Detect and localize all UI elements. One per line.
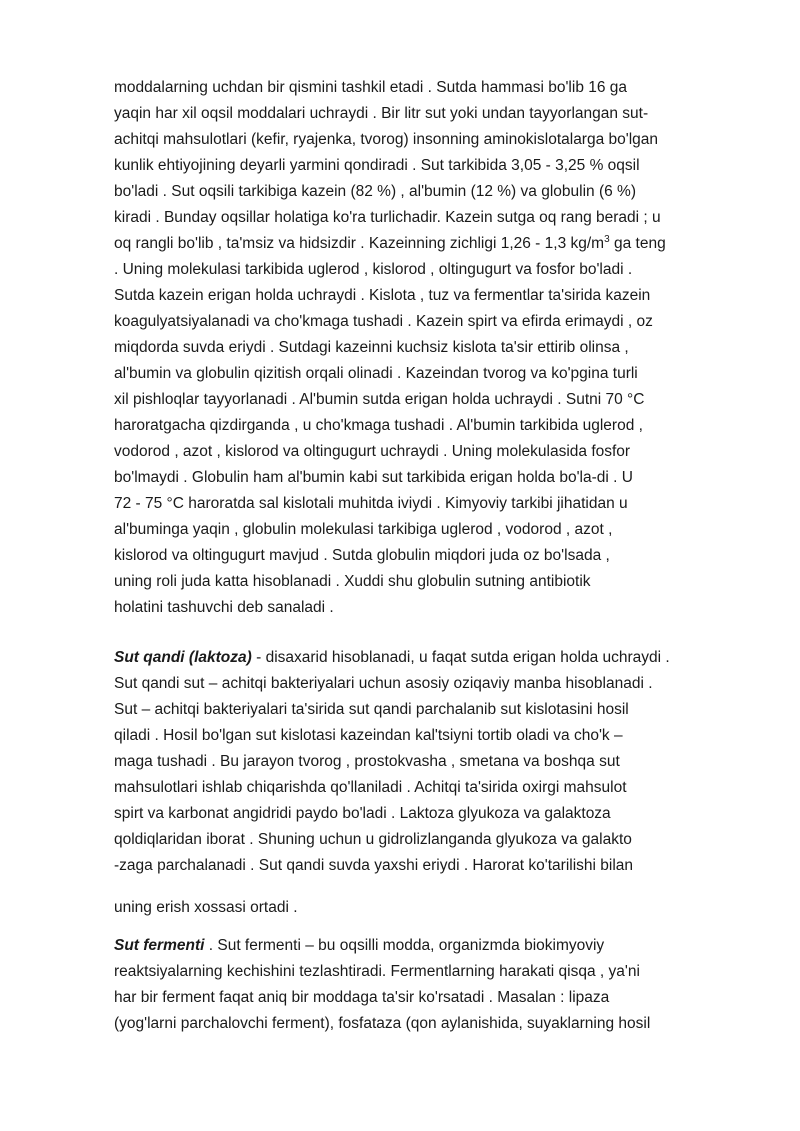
text-line: kunlik ehtiyojining deyarli yarmini qondiradi . Sut tarkibida 3,05 - 3,25 % oqsil	[114, 157, 640, 174]
text-line-with-superscript	[114, 234, 666, 254]
text-line: har bir ferment faqat aniq bir moddaga ta'sir ko'rsatadi . Masalan : lipaza	[114, 989, 610, 1006]
text-line: al'bumin va globulin qizitish orqali olinadi . Kazeindan tvorog va ko'pgina turli	[114, 365, 638, 382]
paragraph-first-line	[114, 936, 604, 956]
text-line: Sutda kazein erigan holda uchraydi . Kislota , tuz va fermentlar ta'sirida kazein	[114, 287, 651, 304]
text-line: Sut – achitqi bakteriyalari ta'sirida sut qandi parchalanib sut kislotasini hosil	[114, 701, 629, 718]
text-segment: . Sut fermenti – bu oqsilli modda, organizmda biokimyoviy	[204, 937, 605, 954]
text-line: moddalarning uchdan bir qismini tashkil etadi . Sutda hammasi bo'lib 16 ga	[114, 79, 628, 96]
text-line: kiradi . Bunday oqsillar holatiga ko'ra turlichadir. Kazein sutga oq rang beradi ; u	[114, 209, 661, 226]
text-line: bo'lmaydi . Globulin ham al'bumin kabi sut tarkibida erigan holda bo'la-di . U	[114, 469, 633, 486]
text-line: qiladi . Hosil bo'lgan sut kislotasi kazeindan kal'tsiyni tortib oladi va cho'k –	[114, 727, 623, 744]
text-segment: - disaxarid hisoblanadi, u faqat sutda erigan holda uchraydi .	[251, 649, 670, 666]
text-line: koagulyatsiyalanadi va cho'kmaga tushadi . Kazein spirt va efirda erimaydi , oz	[114, 313, 653, 330]
text-line: al'buminga yaqin , globulin molekulasi tarkibiga uglerod , vodorod , azot ,	[114, 521, 613, 538]
text-segment: ga teng	[609, 235, 666, 252]
text-line: -zaga parchalanadi . Sut qandi suvda yaxshi eriydi . Harorat ko'tarilishi bilan	[114, 857, 634, 874]
text-line: uning roli juda katta hisoblanadi . Xuddi shu globulin sutning antibiotik	[114, 573, 591, 590]
text-line: mahsulotlari ishlab chiqarishda qo'llaniladi . Achitqi ta'sirida oxirgi mahsulot	[114, 779, 627, 796]
text-line: bo'ladi . Sut oqsili tarkibiga kazein (82 %) , al'bumin (12 %) va globulin (6 %)	[114, 183, 636, 200]
text-line: xil pishloqlar tayyorlanadi . Al'bumin sutda erigan holda uchraydi . Sutni 70 °C	[114, 391, 645, 408]
section-heading: Sut fermenti	[114, 937, 205, 954]
text-line: 72 - 75 °C haroratda sal kislotali muhitda iviydi . Kimyoviy tarkibi jihatidan u	[114, 495, 628, 512]
text-line: spirt va karbonat angidridi paydo bo'ladi . Laktoza glyukoza va galaktoza	[114, 805, 611, 822]
text-line: vodorod , azot , kislorod va oltingugurt uchraydi . Uning molekulasida fosfor	[114, 443, 631, 460]
text-line: yaqin har xil oqsil moddalari uchraydi . Bir litr sut yoki undan tayyorlangan sut-	[114, 105, 649, 122]
paragraph-first-line	[114, 648, 670, 668]
text-line: qoldiqlaridan iborat . Shuning uchun u gidrolizlanganda glyukoza va galakto	[114, 831, 632, 848]
text-line: (yog'larni parchalovchi ferment), fosfataza (qon aylanishida, suyaklarning hosil	[114, 1015, 651, 1032]
superscript: 3	[604, 233, 610, 245]
text-segment: oq rangli bo'lib , ta'msiz va hidsizdir . Kazeinning zichligi 1,26 - 1,3 kg/m	[114, 235, 605, 252]
text-line: reaktsiyalarning kechishini tezlashtiradi. Fermentlarning harakati qisqa , ya'ni	[114, 963, 640, 980]
text-line: miqdorda suvda eriydi . Sutdagi kazeinni kuchsiz kislota ta'sir ettirib olinsa ,	[114, 339, 629, 356]
text-line: . Uning molekulasi tarkibida uglerod , kislorod , oltingugurt va fosfor bo'ladi .	[114, 261, 633, 278]
text-line: maga tushadi . Bu jarayon tvorog , prostokvasha , smetana va boshqa sut	[114, 753, 620, 770]
section-heading: Sut qandi (laktoza)	[114, 649, 252, 666]
text-line: haroratgacha qizdirganda , u cho'kmaga tushadi . Al'bumin tarkibida uglerod ,	[114, 417, 643, 434]
text-line: Sut qandi sut – achitqi bakteriyalari uchun asosiy oziqaviy manba hisoblanadi .	[114, 675, 653, 692]
text-line: achitqi mahsulotlari (kefir, ryajenka, tvorog) insonning aminokislotalarga bo'lgan	[114, 131, 659, 148]
text-line: uning erish xossasi ortadi .	[114, 899, 298, 916]
text-line: holatini tashuvchi deb sanaladi .	[114, 599, 334, 616]
text-line: kislorod va oltingugurt mavjud . Sutda globulin miqdori juda oz bo'lsada ,	[114, 547, 610, 564]
